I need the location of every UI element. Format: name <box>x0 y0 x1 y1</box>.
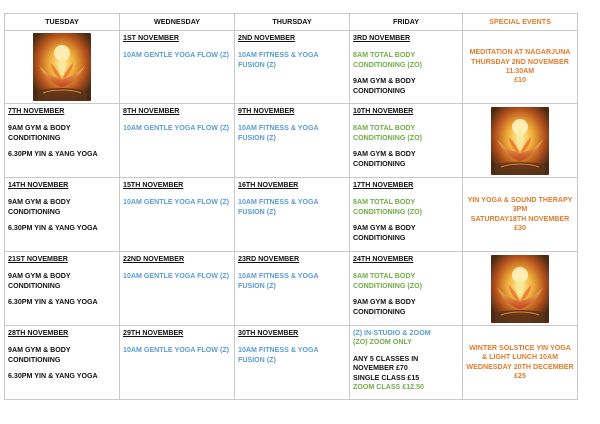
header-tuesday: TUESDAY <box>5 14 120 31</box>
class-entry: 10AM GENTLE YOGA FLOW (Z) <box>123 272 230 281</box>
header-wednesday: WEDNESDAY <box>120 14 235 31</box>
special-event-cell <box>463 104 578 178</box>
thursday-cell <box>235 104 350 178</box>
tuesday-cell <box>5 326 120 400</box>
tuesday-cell <box>5 252 120 326</box>
special-event-cell <box>463 326 578 400</box>
zoom-only-key-label: (ZO) ZOOM ONLY <box>353 338 412 347</box>
wednesday-cell <box>120 326 235 400</box>
date-label: 29TH NOVEMBER <box>123 329 184 337</box>
class-entry: 9AM GYM & BODY CONDITIONING <box>8 272 71 290</box>
class-entry: 8AM TOTAL BODY CONDITIONING (ZO) <box>353 51 422 69</box>
week-row <box>5 326 578 400</box>
lotus-meditation-image <box>33 33 91 101</box>
wednesday-cell <box>120 252 235 326</box>
thursday-cell <box>235 252 350 326</box>
special-event-date: SATURDAY18TH NOVEMBER <box>470 214 570 223</box>
date-label: 21ST NOVEMBER <box>8 255 68 263</box>
friday-cell <box>350 326 463 400</box>
tuesday-cell <box>5 104 120 178</box>
lotus-meditation-image <box>491 255 549 323</box>
date-label: 8TH NOVEMBER <box>123 107 180 115</box>
special-event-date: WEDNESDAY 20TH DECEMBER <box>466 362 574 371</box>
header-row <box>5 14 578 31</box>
date-label: 24TH NOVEMBER <box>353 255 414 263</box>
price-five-classes: ANY 5 CLASSES IN NOVEMBER £70 <box>353 354 419 373</box>
special-event-price: £25 <box>514 371 526 380</box>
date-label: 9TH NOVEMBER <box>238 107 295 115</box>
class-entry: 6.30PM YIN & YANG YOGA <box>8 150 98 159</box>
class-entry: 9AM GYM & BODY CONDITIONING <box>8 346 71 364</box>
thursday-cell <box>235 178 350 252</box>
class-timetable <box>4 13 578 400</box>
special-event-price: £30 <box>514 223 526 232</box>
date-label: 14TH NOVEMBER <box>8 181 69 189</box>
price-zoom-class: ZOOM CLASS £12.50 <box>353 383 424 392</box>
class-entry: 6.30PM YIN & YANG YOGA <box>8 372 98 381</box>
class-entry: 8AM TOTAL BODY CONDITIONING (ZO) <box>353 272 422 290</box>
header-thursday: THURSDAY <box>235 14 350 31</box>
special-event-cell <box>463 178 578 252</box>
class-entry: 10AM FITNESS & YOGA FUSION (Z) <box>238 346 319 364</box>
friday-cell <box>350 31 463 104</box>
special-event-date: THURSDAY 2ND NOVEMBER <box>471 57 569 66</box>
header-special-events: SPECIAL EVENTS <box>463 14 578 31</box>
class-entry: 9AM GYM & BODY CONDITIONING <box>353 77 416 95</box>
friday-cell <box>350 252 463 326</box>
class-entry: 10AM FITNESS & YOGA FUSION (Z) <box>238 51 319 69</box>
date-label: 16TH NOVEMBER <box>238 181 299 189</box>
date-label: 28TH NOVEMBER <box>8 329 69 337</box>
date-label: 30TH NOVEMBER <box>238 329 299 337</box>
thursday-cell <box>235 31 350 104</box>
wednesday-cell <box>120 104 235 178</box>
class-entry: 10AM FITNESS & YOGA FUSION (Z) <box>238 272 319 290</box>
price-single-class: SINGLE CLASS £15 <box>353 373 420 382</box>
friday-cell <box>350 104 463 178</box>
special-event-title: YIN YOGA & SOUND THERAPY <box>467 195 573 204</box>
class-entry: 9AM GYM & BODY CONDITIONING <box>8 198 71 216</box>
date-label: 22ND NOVEMBER <box>123 255 185 263</box>
class-entry: 10AM GENTLE YOGA FLOW (Z) <box>123 346 230 355</box>
class-entry: 6.30PM YIN & YANG YOGA <box>8 298 98 307</box>
class-entry: 10AM FITNESS & YOGA FUSION (Z) <box>238 198 319 216</box>
class-entry: 10AM FITNESS & YOGA FUSION (Z) <box>238 124 319 142</box>
week-row <box>5 31 578 104</box>
class-entry: 8AM TOTAL BODY CONDITIONING (ZO) <box>353 124 422 142</box>
special-event-cell <box>463 252 578 326</box>
special-event-time: 3PM <box>512 205 528 214</box>
zoom-key-label: (Z) IN-STUDIO & ZOOM <box>353 329 431 337</box>
date-label: 3RD NOVEMBER <box>353 34 411 42</box>
thursday-cell <box>235 326 350 400</box>
week-row <box>5 104 578 178</box>
date-label: 1ST NOVEMBER <box>123 34 179 42</box>
class-entry: 6.30PM YIN & YANG YOGA <box>8 224 98 233</box>
week-row <box>5 178 578 252</box>
special-event-title: WINTER SOLSTICE YIN YOGA & LIGHT LUNCH 10AM <box>469 343 571 362</box>
class-entry: 9AM GYM & BODY CONDITIONING <box>353 298 416 316</box>
special-event-time: 11.30AM <box>505 67 535 75</box>
special-event-title: MEDITATION AT NAGARJUNA <box>469 48 571 57</box>
date-label: 15TH NOVEMBER <box>123 181 184 189</box>
class-entry: 9AM GYM & BODY CONDITIONING <box>8 124 71 142</box>
class-entry: 10AM GENTLE YOGA FLOW (Z) <box>123 198 230 207</box>
class-entry: 9AM GYM & BODY CONDITIONING <box>353 150 416 168</box>
date-label: 2ND NOVEMBER <box>238 34 296 42</box>
class-entry: 10AM GENTLE YOGA FLOW (Z) <box>123 124 230 133</box>
week-row <box>5 252 578 326</box>
tuesday-cell <box>5 31 120 104</box>
special-event-price: £10 <box>514 76 526 85</box>
class-entry: 9AM GYM & BODY CONDITIONING <box>353 224 416 242</box>
date-label: 10TH NOVEMBER <box>353 107 414 115</box>
tuesday-cell <box>5 178 120 252</box>
wednesday-cell <box>120 31 235 104</box>
class-entry: 10AM GENTLE YOGA FLOW (Z) <box>123 51 230 60</box>
class-entry: 8AM TOTAL BODY CONDITIONING (ZO) <box>353 198 422 216</box>
special-event-cell <box>463 31 578 104</box>
friday-cell <box>350 178 463 252</box>
schedule-sheet <box>4 13 577 400</box>
header-friday: FRIDAY <box>350 14 463 31</box>
date-label: 17TH NOVEMBER <box>353 181 414 189</box>
lotus-meditation-image <box>491 107 549 175</box>
wednesday-cell <box>120 178 235 252</box>
date-label: 7TH NOVEMBER <box>8 107 65 115</box>
date-label: 23RD NOVEMBER <box>238 255 300 263</box>
